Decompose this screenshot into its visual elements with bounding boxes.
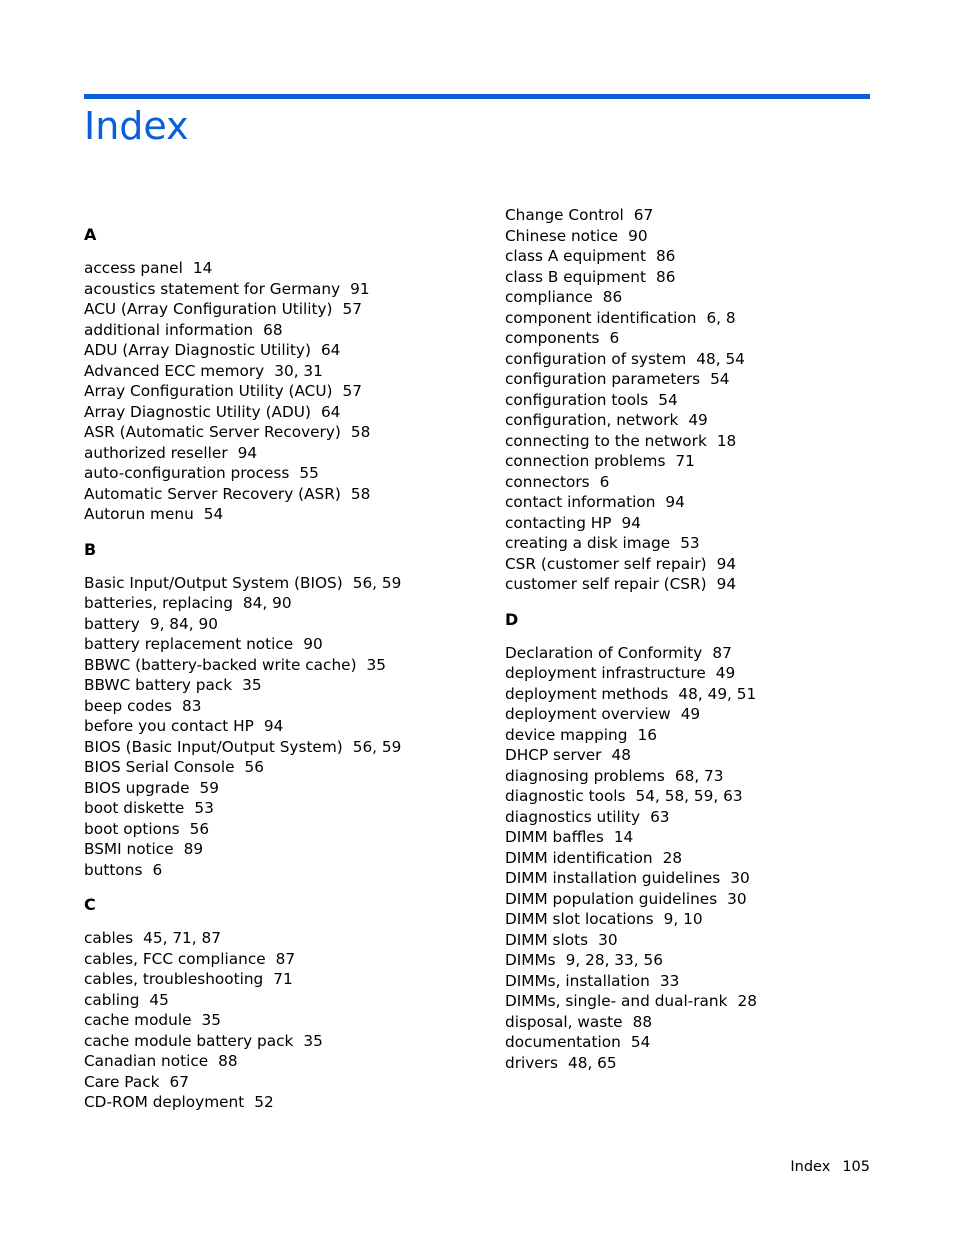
- header-rule: [84, 94, 870, 99]
- index-pages[interactable]: 18: [716, 431, 737, 450]
- index-section: [84, 894, 484, 1113]
- index-term: DIMM baffles: [505, 828, 604, 846]
- index-entry: [505, 554, 905, 575]
- index-term: additional information: [84, 320, 254, 339]
- index-term: Automatic Server Recovery (ASR): [84, 484, 341, 503]
- index-pages[interactable]: 90: [303, 635, 323, 653]
- index-term: diagnosing problems: [505, 766, 665, 785]
- index-pages[interactable]: 6, 8: [706, 308, 736, 327]
- index-entry: [505, 848, 905, 869]
- index-term: ADU (Array Diagnostic Utility): [84, 341, 311, 359]
- index-term: DIMM slot locations: [505, 910, 654, 928]
- index-entry: [505, 1012, 905, 1033]
- index-entry: [84, 757, 484, 778]
- index-pages[interactable]: 54: [630, 1033, 651, 1051]
- index-section: [84, 224, 484, 525]
- index-entry: [505, 991, 905, 1012]
- index-term: configuration of system: [505, 349, 687, 368]
- index-term: deployment infrastructure: [505, 664, 706, 682]
- index-entry: [84, 798, 484, 819]
- index-term: components: [505, 329, 600, 347]
- index-entry: [84, 381, 484, 402]
- index-section: [84, 539, 484, 881]
- index-pages[interactable]: 30: [598, 930, 618, 949]
- index-entry: [505, 308, 905, 329]
- index-entry: [505, 513, 905, 534]
- index-entry: [84, 778, 484, 799]
- index-pages[interactable]: 63: [650, 807, 670, 826]
- index-entry: [84, 361, 484, 382]
- index-pages[interactable]: 53: [680, 534, 700, 552]
- index-pages[interactable]: 16: [637, 725, 657, 744]
- index-pages[interactable]: 45, 71, 87: [143, 929, 221, 947]
- index-entry: [84, 443, 484, 464]
- index-pages[interactable]: 94: [621, 513, 641, 532]
- index-pages[interactable]: 48, 65: [567, 1053, 617, 1072]
- index-term: Declaration of Conformity: [505, 643, 703, 662]
- index-pages[interactable]: 56: [244, 758, 264, 776]
- index-pages[interactable]: 35: [303, 1031, 323, 1050]
- index-term: connection problems: [505, 452, 666, 470]
- index-term: deployment overview: [505, 705, 671, 723]
- index-pages[interactable]: 84, 90: [242, 594, 292, 612]
- section-letter: A: [84, 225, 97, 244]
- index-entry: [505, 971, 905, 992]
- index-entry: [505, 684, 905, 705]
- index-pages[interactable]: 45: [149, 990, 169, 1009]
- index-term: CD-ROM deployment: [84, 1093, 245, 1111]
- index-entry: [505, 745, 905, 766]
- index-entry: [84, 504, 484, 525]
- index-pages[interactable]: 89: [183, 840, 204, 858]
- index-term: Chinese notice: [505, 226, 619, 245]
- index-entry: [505, 930, 905, 951]
- index-term: DIMM population guidelines: [505, 889, 718, 908]
- index-entry: [84, 422, 484, 443]
- index-term: BBWC battery pack: [84, 676, 233, 694]
- index-pages[interactable]: 6: [599, 472, 610, 491]
- section-letter: D: [505, 609, 519, 629]
- index-entry: [84, 675, 484, 696]
- index-pages[interactable]: 48: [611, 746, 631, 764]
- index-entry: [84, 839, 484, 860]
- index-pages[interactable]: 83: [181, 696, 202, 715]
- index-pages[interactable]: 6: [609, 329, 620, 347]
- index-pages[interactable]: 88: [218, 1052, 238, 1070]
- index-pages[interactable]: 64: [320, 402, 341, 421]
- index-entry: [505, 909, 905, 930]
- index-term: documentation: [505, 1033, 621, 1051]
- index-pages[interactable]: 68, 73: [674, 766, 724, 785]
- index-pages[interactable]: 49: [715, 664, 736, 682]
- index-entry: [84, 969, 484, 990]
- index-term: configuration parameters: [505, 370, 701, 388]
- index-pages[interactable]: 56, 59: [352, 737, 402, 756]
- index-pages[interactable]: 9, 28, 33, 56: [565, 951, 663, 969]
- index-term: before you contact HP: [84, 717, 254, 735]
- index-term: BIOS upgrade: [84, 778, 190, 797]
- index-entry: [84, 716, 484, 737]
- index-term: cache module: [84, 1011, 192, 1029]
- index-entry: [84, 655, 484, 676]
- index-pages[interactable]: 94: [716, 575, 737, 593]
- index-entry: [84, 402, 484, 423]
- index-entry: [505, 807, 905, 828]
- page-footer: [790, 1157, 870, 1177]
- index-pages[interactable]: 94: [237, 443, 258, 462]
- index-entry: [84, 1010, 484, 1031]
- index-term: CSR (customer self repair): [505, 554, 707, 573]
- page-number: 105: [842, 1159, 870, 1175]
- index-entry: [505, 1032, 905, 1053]
- index-entry: [505, 492, 905, 513]
- index-entry: [505, 766, 905, 787]
- index-term: BSMI notice: [84, 840, 174, 858]
- index-entry: [84, 819, 484, 840]
- index-entry: [505, 725, 905, 746]
- index-pages[interactable]: 86: [602, 288, 623, 306]
- index-term: component identification: [505, 308, 697, 327]
- index-term: drivers: [505, 1053, 558, 1072]
- index-term: DIMMs, installation: [505, 971, 650, 990]
- index-entry: [84, 1031, 484, 1052]
- index-term: configuration, network: [505, 411, 679, 429]
- index-entry: [84, 484, 484, 505]
- index-pages[interactable]: 48, 49, 51: [678, 684, 757, 703]
- index-pages[interactable]: 57: [342, 300, 362, 318]
- index-term: class A equipment: [505, 247, 646, 265]
- index-pages[interactable]: 54, 58, 59, 63: [635, 787, 743, 805]
- index-entry: [505, 889, 905, 910]
- index-pages[interactable]: 55: [299, 464, 319, 482]
- index-term: battery replacement notice: [84, 635, 294, 653]
- index-pages[interactable]: 6: [152, 860, 163, 879]
- index-term: DHCP server: [505, 746, 602, 764]
- index-pages[interactable]: 30: [730, 869, 750, 887]
- index-term: cables, FCC compliance: [84, 949, 266, 968]
- index-pages[interactable]: 86: [655, 247, 676, 265]
- index-pages[interactable]: 67: [633, 206, 654, 224]
- index-term: BBWC (battery-backed write cache): [84, 655, 357, 674]
- index-term: DIMM installation guidelines: [505, 869, 721, 887]
- index-term: DIMMs, single- and dual-rank: [505, 992, 728, 1010]
- index-pages[interactable]: 58: [350, 484, 371, 503]
- index-term: Autorun menu: [84, 505, 194, 523]
- index-term: BIOS Serial Console: [84, 758, 235, 776]
- index-entry: [505, 267, 905, 288]
- index-term: diagnostics utility: [505, 807, 641, 826]
- index-term: device mapping: [505, 725, 628, 744]
- index-term: Basic Input/Output System (BIOS): [84, 573, 343, 592]
- index-entry: [84, 258, 484, 279]
- index-entry: [505, 205, 905, 226]
- index-entry: [505, 328, 905, 349]
- index-term: compliance: [505, 288, 593, 306]
- index-term: Array Diagnostic Utility (ADU): [84, 402, 311, 421]
- index-term: cabling: [84, 990, 140, 1009]
- index-column-left: [84, 224, 484, 1113]
- index-term: buttons: [84, 860, 143, 879]
- index-entry: [84, 573, 484, 594]
- page-title: Index: [84, 104, 189, 148]
- index-term: customer self repair (CSR): [505, 575, 707, 593]
- index-pages[interactable]: 94: [263, 717, 284, 735]
- index-pages[interactable]: 64: [320, 341, 341, 359]
- index-term: authorized reseller: [84, 443, 228, 462]
- index-term: DIMM identification: [505, 848, 653, 867]
- index-entry: [505, 369, 905, 390]
- index-pages[interactable]: 68: [263, 320, 283, 339]
- index-pages[interactable]: 54: [658, 390, 678, 409]
- index-column-right: [505, 205, 905, 1073]
- index-term: batteries, replacing: [84, 594, 233, 612]
- index-pages[interactable]: 35: [242, 676, 262, 694]
- index-pages[interactable]: 87: [275, 949, 296, 968]
- footer-label: Index: [790, 1159, 831, 1175]
- index-term: battery: [84, 614, 140, 633]
- index-entry: [505, 868, 905, 889]
- index-entry: [505, 410, 905, 431]
- index-pages[interactable]: 9, 10: [663, 910, 703, 928]
- index-entry: [84, 696, 484, 717]
- index-term: access panel: [84, 259, 183, 277]
- index-pages[interactable]: 57: [342, 382, 362, 400]
- index-term: contacting HP: [505, 513, 612, 532]
- index-entry: [505, 786, 905, 807]
- section-letter: C: [84, 895, 96, 914]
- index-term: DIMMs: [505, 951, 556, 969]
- index-entry: [84, 279, 484, 300]
- index-entry: [84, 737, 484, 758]
- index-pages[interactable]: 14: [613, 828, 634, 846]
- index-term: ACU (Array Configuration Utility): [84, 300, 333, 318]
- index-entry: [505, 287, 905, 308]
- index-pages[interactable]: 49: [680, 705, 701, 723]
- index-entry: [84, 990, 484, 1011]
- index-term: DIMM slots: [505, 930, 589, 949]
- index-pages[interactable]: 87: [712, 643, 732, 662]
- index-entry: [505, 663, 905, 684]
- index-term: BIOS (Basic Input/Output System): [84, 737, 343, 756]
- index-term: Care Pack: [84, 1072, 160, 1091]
- index-pages[interactable]: 30, 31: [274, 361, 323, 380]
- index-pages[interactable]: 48, 54: [696, 349, 745, 368]
- index-entry: [84, 1051, 484, 1072]
- index-term: cables, troubleshooting: [84, 970, 264, 988]
- index-pages[interactable]: 54: [203, 505, 224, 523]
- index-entry: [505, 1053, 905, 1074]
- index-term: disposal, waste: [505, 1012, 623, 1031]
- index-term: beep codes: [84, 696, 172, 715]
- index-section: [505, 609, 905, 1074]
- index-entry: [84, 949, 484, 970]
- section-letter: B: [84, 539, 97, 559]
- index-pages[interactable]: 67: [169, 1072, 189, 1091]
- index-term: auto-configuration process: [84, 464, 290, 482]
- index-entry: [505, 349, 905, 370]
- index-term: boot options: [84, 819, 180, 838]
- index-entry: [84, 299, 484, 320]
- index-entry: [505, 431, 905, 452]
- index-entry: [84, 1092, 484, 1113]
- index-term: cables: [84, 929, 134, 947]
- index-term: class B equipment: [505, 267, 646, 286]
- index-entry: [84, 1072, 484, 1093]
- index-term: Canadian notice: [84, 1052, 209, 1070]
- index-pages[interactable]: 88: [632, 1012, 653, 1031]
- index-term: Array Configuration Utility (ACU): [84, 382, 333, 400]
- index-pages[interactable]: 28: [662, 848, 683, 867]
- index-pages[interactable]: 54: [710, 370, 730, 388]
- index-pages[interactable]: 56: [189, 819, 210, 838]
- index-pages[interactable]: 56, 59: [352, 573, 402, 592]
- index-pages[interactable]: 35: [366, 655, 387, 674]
- index-entry: [84, 320, 484, 341]
- index-pages[interactable]: 52: [254, 1093, 274, 1111]
- index-term: cache module battery pack: [84, 1031, 294, 1050]
- index-entry: [84, 634, 484, 655]
- index-pages[interactable]: 9, 84, 90: [149, 614, 218, 633]
- index-pages[interactable]: 14: [192, 259, 213, 277]
- index-pages[interactable]: 86: [655, 267, 676, 286]
- index-entry: [505, 643, 905, 664]
- index-pages[interactable]: 94: [716, 554, 737, 573]
- index-pages[interactable]: 35: [201, 1011, 221, 1029]
- index-entry: [84, 463, 484, 484]
- index-term: contact information: [505, 493, 656, 511]
- index-term: ASR (Automatic Server Recovery): [84, 423, 341, 441]
- index-entry: [505, 246, 905, 267]
- index-pages[interactable]: 94: [665, 493, 685, 511]
- index-pages[interactable]: 53: [194, 799, 214, 817]
- index-term: diagnostic tools: [505, 787, 626, 805]
- index-pages[interactable]: 30: [727, 889, 747, 908]
- index-entry: [84, 860, 484, 881]
- index-pages[interactable]: 33: [659, 971, 680, 990]
- index-pages[interactable]: 71: [273, 970, 293, 988]
- index-term: configuration tools: [505, 390, 649, 409]
- index-entry: [505, 390, 905, 411]
- index-entry: [505, 704, 905, 725]
- index-pages[interactable]: 91: [350, 279, 370, 298]
- index-term: Advanced ECC memory: [84, 361, 265, 380]
- index-term: Change Control: [505, 206, 624, 224]
- index-term: creating a disk image: [505, 534, 671, 552]
- index-entry: [84, 340, 484, 361]
- index-entry: [84, 614, 484, 635]
- index-pages[interactable]: 49: [688, 411, 708, 429]
- index-section: [505, 205, 905, 595]
- index-entry: [505, 827, 905, 848]
- index-entry: [505, 950, 905, 971]
- index-entry: [505, 574, 905, 595]
- index-pages[interactable]: 71: [675, 452, 695, 470]
- index-entry: [505, 451, 905, 472]
- index-term: deployment methods: [505, 684, 669, 703]
- index-pages[interactable]: 59: [199, 778, 219, 797]
- index-term: acoustics statement for Germany: [84, 279, 341, 298]
- index-entry: [505, 472, 905, 493]
- index-pages[interactable]: 90: [628, 226, 648, 245]
- index-entry: [505, 226, 905, 247]
- index-entry: [84, 928, 484, 949]
- index-term: boot diskette: [84, 799, 185, 817]
- index-entry: [84, 593, 484, 614]
- index-entry: [505, 533, 905, 554]
- index-pages[interactable]: 58: [350, 423, 371, 441]
- index-pages[interactable]: 28: [737, 992, 757, 1010]
- index-term: connecting to the network: [505, 431, 707, 450]
- index-term: connectors: [505, 472, 590, 491]
